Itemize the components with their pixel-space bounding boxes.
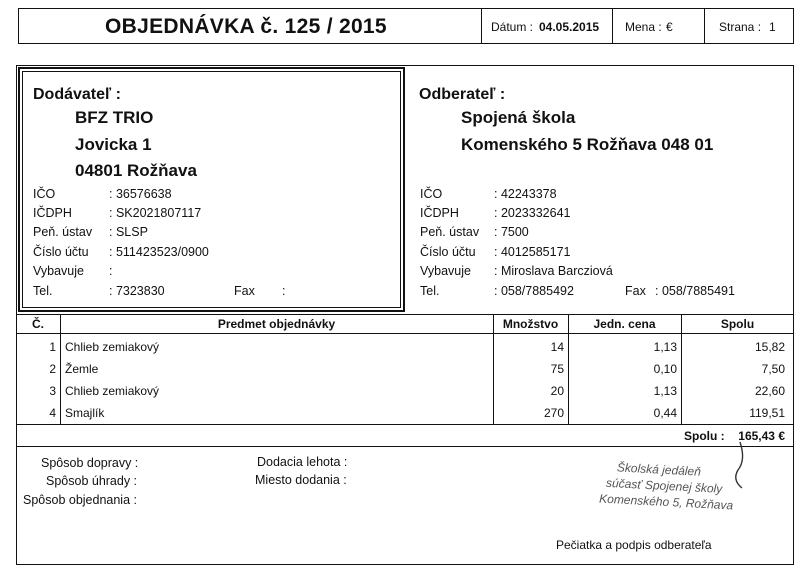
signature-scribble xyxy=(728,440,758,490)
supplier-city: 04801 Rožňava xyxy=(75,161,197,180)
buyer-icdph-value: : 2023332641 xyxy=(494,206,571,220)
buyer-tel-label: Tel. xyxy=(420,284,440,298)
supplier-handler-value: : xyxy=(109,264,113,278)
table-row-item: Chlieb zemiakový xyxy=(65,340,160,354)
order-method-label: Spôsob objednania : xyxy=(23,493,137,507)
table-row-no: 3 xyxy=(49,384,56,398)
buyer-fax-value: : 058/7885491 xyxy=(655,284,735,298)
stamp-line: Školská jedáleň xyxy=(616,460,702,479)
buyer-ico-label: IČO xyxy=(420,187,443,201)
table-row-total: 119,51 xyxy=(749,406,785,420)
currency-value: € xyxy=(666,20,673,34)
table-row-qty: 20 xyxy=(550,384,564,398)
supplier-ico-value: : 36576638 xyxy=(109,187,172,201)
header-total: Spolu xyxy=(720,317,755,331)
sum-label: Spolu : xyxy=(684,429,725,443)
buyer-bank-label: Peň. ústav xyxy=(420,225,480,239)
table-row-no: 2 xyxy=(49,362,56,376)
stamp-line: súčasť Spojenej školy xyxy=(605,475,723,496)
buyer-fax-label: Fax xyxy=(625,284,646,298)
date-label: Dátum : xyxy=(491,20,534,34)
sum-value: 165,43 € xyxy=(738,429,785,443)
buyer-name: Spojená škola xyxy=(461,108,576,127)
supplier-icdph-label: IČDPH xyxy=(33,206,72,220)
supplier-name: BFZ TRIO xyxy=(75,108,154,127)
delivery-place-label: Miesto dodania : xyxy=(255,473,347,487)
table-sum-line xyxy=(16,446,794,447)
supplier-handler-label: Vybavuje xyxy=(33,264,84,278)
table-row-price: 1,13 xyxy=(653,384,677,398)
table-row-no: 1 xyxy=(49,340,56,354)
table-top-line xyxy=(16,314,794,315)
buyer-tel-value: : 058/7885492 xyxy=(494,284,574,298)
supplier-account-value: : 511423523/0900 xyxy=(109,245,209,259)
buyer-ico-value: : 42243378 xyxy=(494,187,557,201)
table-row-qty: 270 xyxy=(543,406,564,420)
supplier-account-label: Číslo účtu xyxy=(33,245,89,259)
header-no: Č. xyxy=(32,317,44,331)
table-header-line xyxy=(16,333,794,334)
buyer-handler-label: Vybavuje xyxy=(420,264,471,278)
buyer-address: Komenského 5 Rožňava 048 01 xyxy=(461,135,714,154)
table-row-total: 7,50 xyxy=(761,362,785,376)
order-title: OBJEDNÁVKA č. 125 / 2015 xyxy=(105,15,387,38)
table-row-no: 4 xyxy=(49,406,56,420)
table-row-price: 0,10 xyxy=(653,362,677,376)
table-row-total: 22,60 xyxy=(754,384,785,398)
buyer-account-value: : 4012585171 xyxy=(494,245,571,259)
date-box xyxy=(481,8,613,44)
table-row-price: 0,44 xyxy=(653,406,677,420)
buyer-account-label: Číslo účtu xyxy=(420,245,476,259)
supplier-street: Jovicka 1 xyxy=(75,135,152,154)
supplier-bank-label: Peň. ústav xyxy=(33,225,93,239)
signature-mark xyxy=(728,440,758,495)
supplier-ico-label: IČO xyxy=(33,187,56,201)
supplier-tel-label: Tel. xyxy=(33,284,53,298)
buyer-heading: Odberateľ : xyxy=(419,86,506,103)
delivery-term-label: Dodacia lehota : xyxy=(257,455,348,469)
table-row-total: 15,82 xyxy=(754,340,785,354)
header-qty: Množstvo xyxy=(502,317,559,331)
title-box xyxy=(18,8,482,44)
table-row-item: Smajlík xyxy=(65,406,105,420)
buyer-handler-value: : Miroslava Barcziová xyxy=(494,264,613,278)
table-row-item: Chlieb zemiakový xyxy=(65,384,160,398)
buyer-icdph-label: IČDPH xyxy=(420,206,459,220)
table-row-qty: 14 xyxy=(550,340,564,354)
header-price: Jedn. cena xyxy=(593,317,656,331)
table-row-price: 1,13 xyxy=(653,340,677,354)
stamp-line: Komenského 5, Rožňava xyxy=(598,491,734,513)
currency-label: Mena : xyxy=(625,20,662,34)
supplier-tel-value: : 7323830 xyxy=(109,284,165,298)
supplier-bank-value: : SLSP xyxy=(109,225,148,239)
school-stamp xyxy=(599,459,735,514)
page-box xyxy=(704,8,794,44)
supplier-fax-value: : xyxy=(282,284,286,298)
table-row-item: Žemle xyxy=(65,362,99,376)
date-value: 04.05.2015 xyxy=(539,20,600,34)
payment-label: Spôsob úhrady : xyxy=(46,474,138,488)
table-row-qty: 75 xyxy=(550,362,564,376)
supplier-heading: Dodávateľ : xyxy=(33,86,121,103)
page-value: 1 xyxy=(769,20,776,34)
header-item: Predmet objednávky xyxy=(217,317,336,331)
transport-label: Spôsob dopravy : xyxy=(41,456,139,470)
buyer-bank-value: : 7500 xyxy=(494,225,529,239)
page-label: Strana : xyxy=(719,20,762,34)
currency-box xyxy=(612,8,705,44)
supplier-fax-label: Fax xyxy=(234,284,255,298)
table-items-end-line xyxy=(16,424,794,425)
supplier-icdph-value: : SK2021807117 xyxy=(109,206,202,220)
signature-label: Pečiatka a podpis odberateľa xyxy=(556,538,712,552)
